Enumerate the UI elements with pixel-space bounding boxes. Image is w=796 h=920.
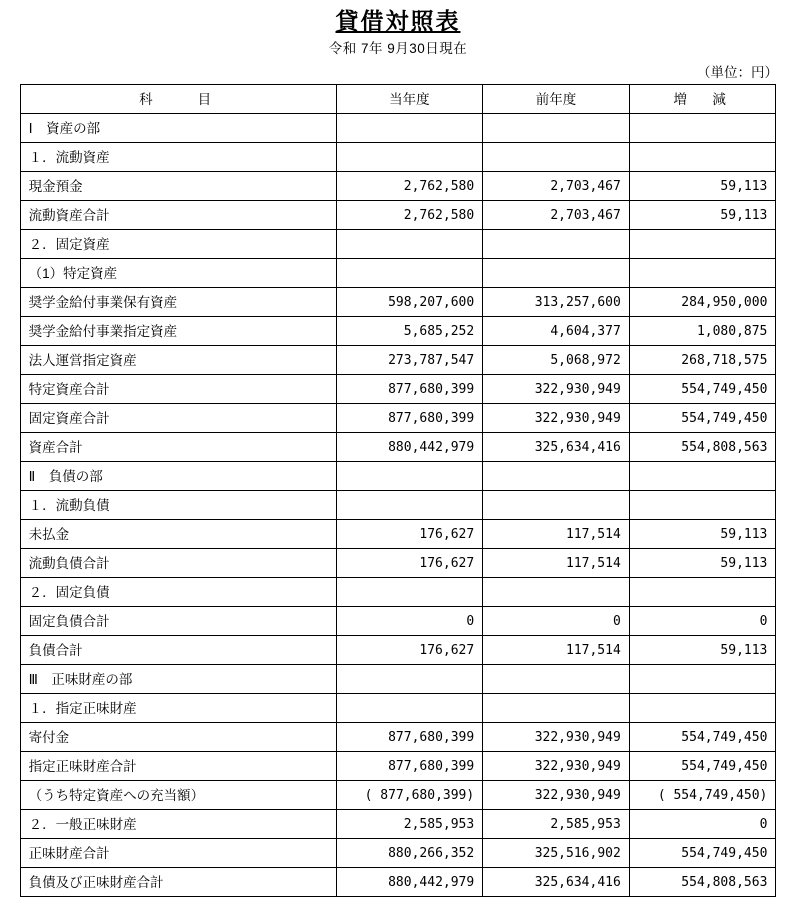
row-value-previous: 4,604,377 bbox=[483, 317, 630, 346]
row-label: 固定資産合計 bbox=[20, 404, 336, 433]
row-value-delta: 554,808,563 bbox=[629, 433, 776, 462]
row-value-delta: 554,749,450 bbox=[629, 752, 776, 781]
row-value-current: 877,680,399 bbox=[336, 752, 483, 781]
row-value-delta: 59,113 bbox=[629, 201, 776, 230]
row-value-current bbox=[336, 694, 483, 723]
row-value-delta: 554,749,450 bbox=[629, 404, 776, 433]
table-row bbox=[20, 839, 776, 868]
row-label: １．流動負債 bbox=[20, 491, 336, 520]
table-row bbox=[20, 694, 776, 723]
row-value-current: 2,762,580 bbox=[336, 201, 483, 230]
table-body bbox=[20, 114, 776, 897]
row-value-current bbox=[336, 578, 483, 607]
row-value-current bbox=[336, 665, 483, 694]
table-row bbox=[20, 491, 776, 520]
row-value-delta: 59,113 bbox=[629, 636, 776, 665]
row-label: 寄付金 bbox=[20, 723, 336, 752]
row-label: （1）特定資産 bbox=[20, 259, 336, 288]
row-label: 負債合計 bbox=[20, 636, 336, 665]
balance-sheet-table bbox=[20, 84, 777, 897]
unit-note: （単位：円） bbox=[697, 65, 778, 80]
row-value-delta: 554,749,450 bbox=[629, 723, 776, 752]
table-row bbox=[20, 288, 776, 317]
row-value-current bbox=[336, 491, 483, 520]
table-row bbox=[20, 781, 776, 810]
row-value-previous bbox=[483, 665, 630, 694]
table-row bbox=[20, 723, 776, 752]
row-value-delta: 554,749,450 bbox=[629, 375, 776, 404]
row-value-current: 880,442,979 bbox=[336, 868, 483, 897]
row-value-previous: 322,930,949 bbox=[483, 404, 630, 433]
row-value-previous: 325,634,416 bbox=[483, 868, 630, 897]
row-label: １．指定正味財産 bbox=[20, 694, 336, 723]
row-value-current: ( 877,680,399) bbox=[336, 781, 483, 810]
row-value-previous bbox=[483, 462, 630, 491]
table-row bbox=[20, 143, 776, 172]
row-value-previous: 117,514 bbox=[483, 549, 630, 578]
row-value-delta: 1,080,875 bbox=[629, 317, 776, 346]
row-value-delta: 59,113 bbox=[629, 549, 776, 578]
row-label: 指定正味財産合計 bbox=[20, 752, 336, 781]
row-label: 法人運営指定資産 bbox=[20, 346, 336, 375]
row-value-previous bbox=[483, 143, 630, 172]
table-row bbox=[20, 172, 776, 201]
table-row bbox=[20, 665, 776, 694]
table-row bbox=[20, 433, 776, 462]
row-value-previous bbox=[483, 694, 630, 723]
row-value-delta bbox=[629, 578, 776, 607]
row-value-delta bbox=[629, 665, 776, 694]
row-value-delta bbox=[629, 694, 776, 723]
row-value-previous: 322,930,949 bbox=[483, 375, 630, 404]
row-value-previous bbox=[483, 114, 630, 143]
row-label: ２．一般正味財産 bbox=[20, 810, 336, 839]
table-row bbox=[20, 578, 776, 607]
row-value-previous: 2,703,467 bbox=[483, 172, 630, 201]
row-value-delta: 59,113 bbox=[629, 172, 776, 201]
row-value-current: 273,787,547 bbox=[336, 346, 483, 375]
row-value-current: 176,627 bbox=[336, 520, 483, 549]
row-label: （うち特定資産への充当額） bbox=[20, 781, 336, 810]
row-label: 資産合計 bbox=[20, 433, 336, 462]
row-value-current: 877,680,399 bbox=[336, 404, 483, 433]
row-label: ２．固定負債 bbox=[20, 578, 336, 607]
row-value-current: 2,762,580 bbox=[336, 172, 483, 201]
page-title: 貸借対照表 bbox=[335, 8, 461, 34]
table-row bbox=[20, 607, 776, 636]
row-label: 奨学金給付事業指定資産 bbox=[20, 317, 336, 346]
row-value-delta bbox=[629, 114, 776, 143]
table-row bbox=[20, 752, 776, 781]
row-value-previous: 322,930,949 bbox=[483, 752, 630, 781]
row-label: 正味財産合計 bbox=[20, 839, 336, 868]
balance-sheet-page bbox=[0, 6, 796, 920]
row-value-previous: 325,634,416 bbox=[483, 433, 630, 462]
row-label: 固定負債合計 bbox=[20, 607, 336, 636]
row-value-delta bbox=[629, 491, 776, 520]
row-value-delta: 554,749,450 bbox=[629, 839, 776, 868]
row-value-delta: 554,808,563 bbox=[629, 868, 776, 897]
row-value-current: 2,585,953 bbox=[336, 810, 483, 839]
row-value-previous: 5,068,972 bbox=[483, 346, 630, 375]
row-value-previous: 0 bbox=[483, 607, 630, 636]
table-row bbox=[20, 346, 776, 375]
row-value-delta bbox=[629, 259, 776, 288]
row-label: 流動負債合計 bbox=[20, 549, 336, 578]
table-row bbox=[20, 375, 776, 404]
row-value-delta: 59,113 bbox=[629, 520, 776, 549]
table-row bbox=[20, 810, 776, 839]
row-value-previous: 2,703,467 bbox=[483, 201, 630, 230]
row-value-current bbox=[336, 230, 483, 259]
row-value-previous: 117,514 bbox=[483, 520, 630, 549]
row-value-delta: 0 bbox=[629, 810, 776, 839]
table-row bbox=[20, 114, 776, 143]
table-row bbox=[20, 520, 776, 549]
row-label: 特定資産合計 bbox=[20, 375, 336, 404]
column-header-item: 科 目 bbox=[20, 85, 336, 114]
row-value-current bbox=[336, 114, 483, 143]
table-row bbox=[20, 549, 776, 578]
row-label: 奨学金給付事業保有資産 bbox=[20, 288, 336, 317]
row-value-current bbox=[336, 462, 483, 491]
row-label: 未払金 bbox=[20, 520, 336, 549]
table-row bbox=[20, 201, 776, 230]
row-value-delta bbox=[629, 462, 776, 491]
row-label: 現金預金 bbox=[20, 172, 336, 201]
row-value-current: 5,685,252 bbox=[336, 317, 483, 346]
row-value-current: 176,627 bbox=[336, 636, 483, 665]
row-label: Ⅲ 正味財産の部 bbox=[20, 665, 336, 694]
row-value-previous: 117,514 bbox=[483, 636, 630, 665]
row-value-previous bbox=[483, 491, 630, 520]
row-label: Ⅰ 資産の部 bbox=[20, 114, 336, 143]
row-value-delta bbox=[629, 230, 776, 259]
column-header-previous-year: 前年度 bbox=[483, 85, 630, 114]
row-label: 負債及び正味財産合計 bbox=[20, 868, 336, 897]
row-value-current bbox=[336, 143, 483, 172]
row-value-current: 877,680,399 bbox=[336, 723, 483, 752]
table-row bbox=[20, 230, 776, 259]
row-value-previous bbox=[483, 230, 630, 259]
row-value-delta: ( 554,749,450) bbox=[629, 781, 776, 810]
table-row bbox=[20, 462, 776, 491]
row-value-current: 598,207,600 bbox=[336, 288, 483, 317]
row-value-previous bbox=[483, 578, 630, 607]
row-value-current bbox=[336, 259, 483, 288]
row-label: 流動資産合計 bbox=[20, 201, 336, 230]
row-value-previous: 313,257,600 bbox=[483, 288, 630, 317]
row-value-current: 176,627 bbox=[336, 549, 483, 578]
column-header-change: 増 減 bbox=[629, 85, 776, 114]
row-value-previous: 325,516,902 bbox=[483, 839, 630, 868]
report-date: 令和 7年 9月30日現在 bbox=[328, 41, 468, 56]
row-value-delta bbox=[629, 143, 776, 172]
row-value-current: 880,266,352 bbox=[336, 839, 483, 868]
row-value-previous bbox=[483, 259, 630, 288]
table-row bbox=[20, 868, 776, 897]
row-value-current: 877,680,399 bbox=[336, 375, 483, 404]
table-row bbox=[20, 317, 776, 346]
row-value-current: 0 bbox=[336, 607, 483, 636]
row-label: ２．固定資産 bbox=[20, 230, 336, 259]
row-value-current: 880,442,979 bbox=[336, 433, 483, 462]
row-label: Ⅱ 負債の部 bbox=[20, 462, 336, 491]
row-value-previous: 2,585,953 bbox=[483, 810, 630, 839]
row-value-delta: 0 bbox=[629, 607, 776, 636]
row-label: １．流動資産 bbox=[20, 143, 336, 172]
column-header-current-year: 当年度 bbox=[336, 85, 483, 114]
row-value-delta: 284,950,000 bbox=[629, 288, 776, 317]
row-value-delta: 268,718,575 bbox=[629, 346, 776, 375]
row-value-previous: 322,930,949 bbox=[483, 723, 630, 752]
table-row bbox=[20, 259, 776, 288]
table-row bbox=[20, 404, 776, 433]
table-row bbox=[20, 636, 776, 665]
table-header-row bbox=[20, 85, 776, 114]
row-value-previous: 322,930,949 bbox=[483, 781, 630, 810]
